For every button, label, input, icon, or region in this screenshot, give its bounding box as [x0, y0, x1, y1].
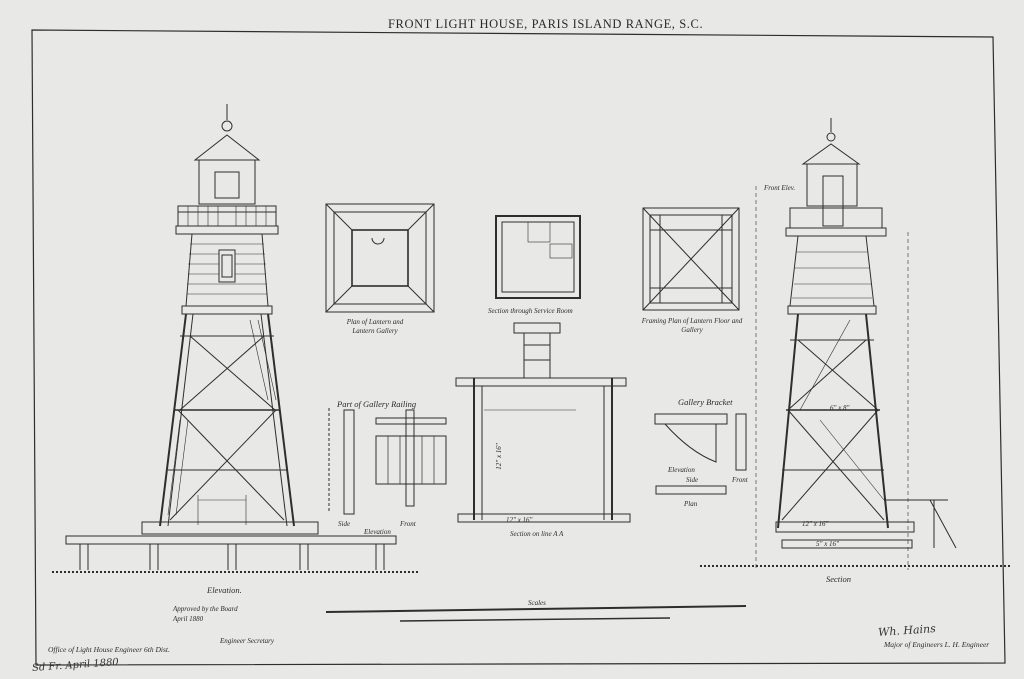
dim-section-aa-bottom: 12" x 16" [506, 516, 533, 524]
service-room-caption: Section through Service Room [488, 307, 573, 315]
dim-section-brace: 6" x 8" [830, 404, 850, 412]
scales-caption: Scales [528, 599, 546, 607]
dim-section-sill: 12" x 16" [802, 520, 829, 528]
engineer-secretary: Engineer Secretary [220, 637, 274, 645]
gallery-railing-caption: Part of Gallery Railing [337, 399, 417, 409]
bracket-plan-caption: Plan [684, 500, 698, 508]
framing-plan-caption: Framing Plan of Lantern Floor and Gallery [641, 317, 743, 334]
handwritten-note: Sd Fr. April 1880 [31, 656, 120, 675]
bracket-elevation-caption: Elevation [668, 466, 695, 474]
engineer-title: Major of Engineers L. H. Engineer [884, 640, 990, 649]
section-caption: Section [826, 574, 852, 584]
scale-bars [326, 606, 746, 621]
sheet-title: FRONT LIGHT HOUSE, PARIS ISLAND RANGE, S.C. [388, 17, 704, 31]
approval-line-2: April 1880 [173, 615, 204, 623]
elevation-caption: Elevation. [207, 585, 242, 595]
dim-section-base: 5" x 16" [816, 540, 839, 548]
gallery-railing-detail [329, 408, 446, 514]
bracket-front-caption: Front [732, 476, 748, 484]
engineer-signature: Wh. Hains [877, 622, 937, 639]
bracket-side-caption: Side [686, 476, 699, 484]
section-aa-caption: Section on line A A [510, 530, 564, 538]
gallery-bracket-caption: Gallery Bracket [678, 397, 733, 407]
section-aa-view [456, 323, 630, 522]
plan-lantern-caption: Plan of Lantern and Lantern Gallery [346, 318, 404, 335]
railing-side-caption: Side [338, 520, 351, 528]
framing-plan-view [643, 208, 739, 310]
dim-section-aa-side: 12" x 16" [494, 443, 503, 470]
plan-lantern-view [326, 204, 434, 312]
section-lighthouse [700, 118, 1010, 570]
approval-line-1: Approved by the Board [173, 605, 238, 613]
sheet-border [32, 30, 1005, 665]
railing-elevation-caption: Elevation [364, 528, 391, 536]
office-label: Office of Light House Engineer 6th Dist. [48, 645, 170, 654]
elevation-lighthouse [52, 104, 420, 572]
service-room-section [496, 216, 580, 298]
front-elev-caption: Front Elev. [764, 184, 796, 192]
railing-front-caption: Front [400, 520, 416, 528]
